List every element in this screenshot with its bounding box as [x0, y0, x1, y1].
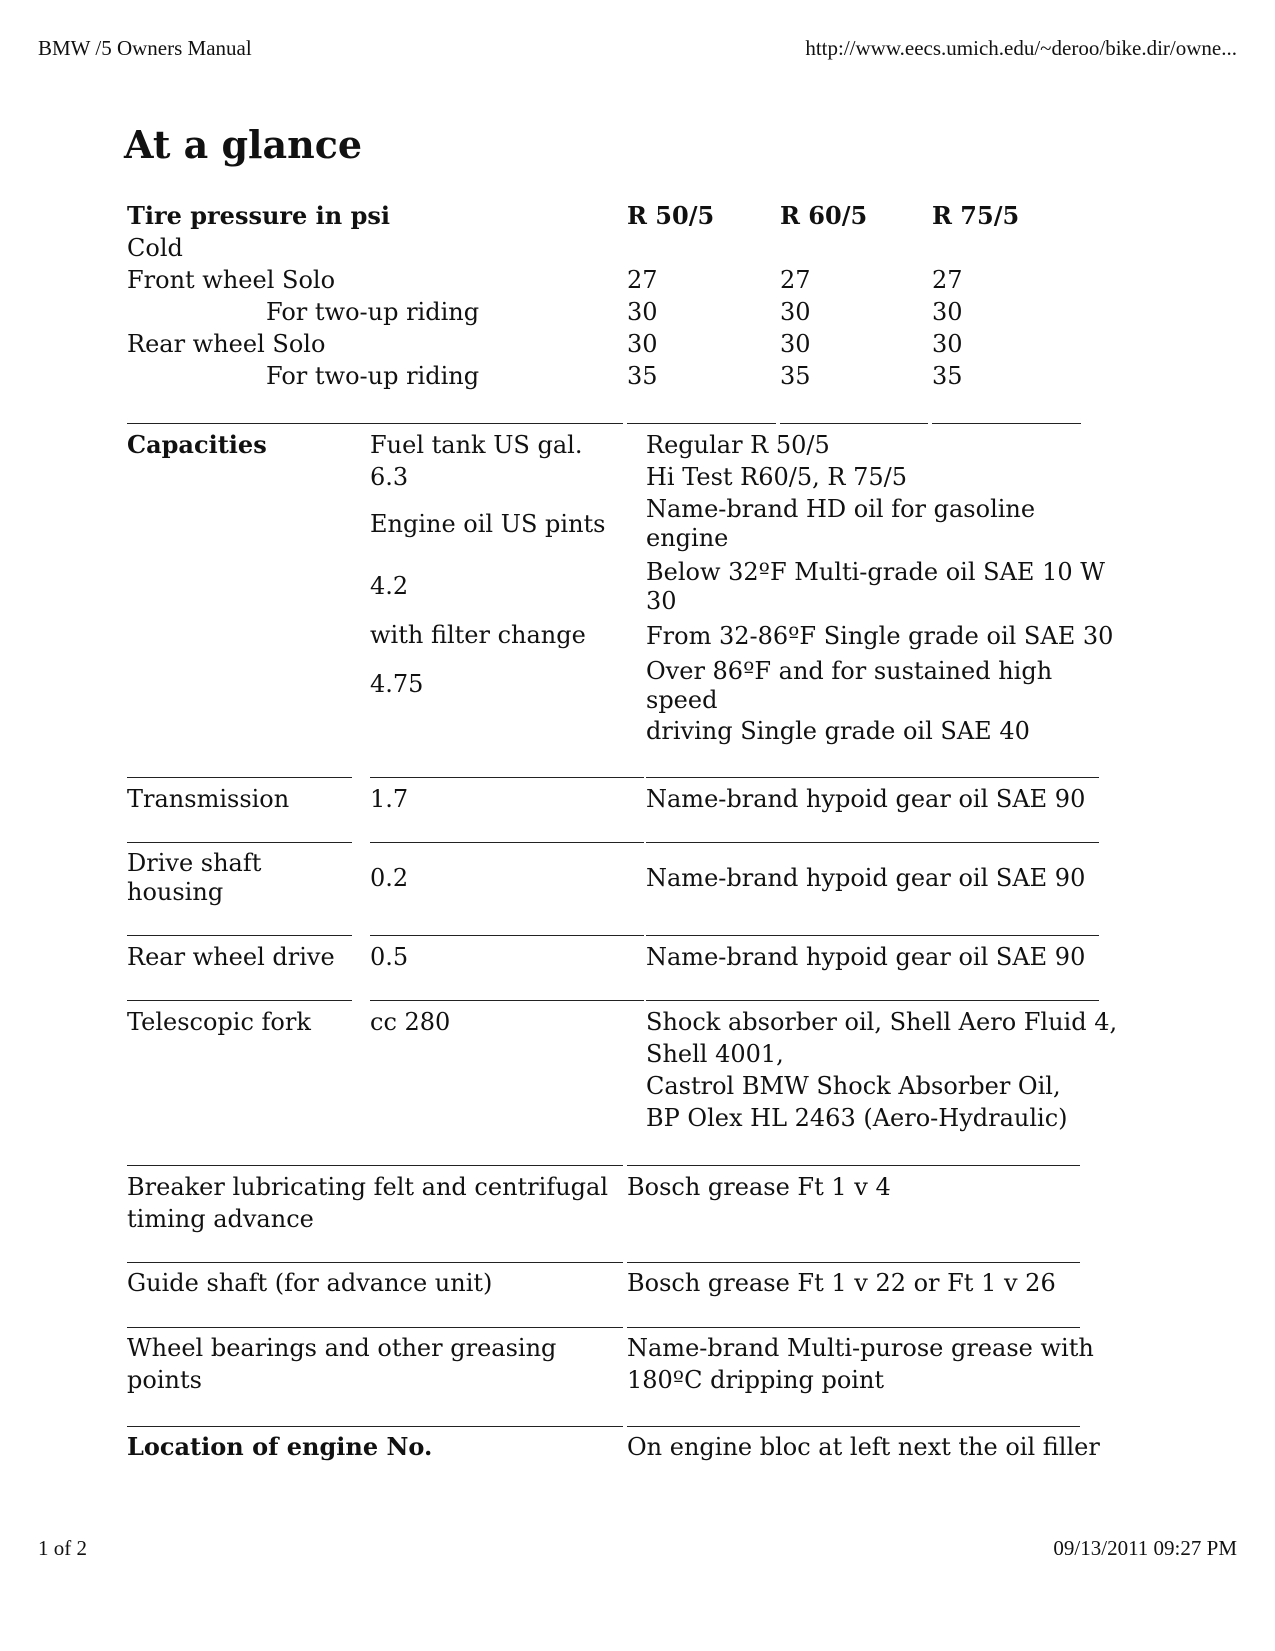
fluid-spec: Shell 4001, [646, 1040, 784, 1068]
grease-spec: 180ºC dripping point [627, 1366, 885, 1394]
tire-row-label: For two-up riding [266, 298, 480, 326]
oil-note: Over 86ºF and for sustained high [646, 657, 1053, 685]
fluid-amount: 0.5 [370, 943, 409, 971]
divider [370, 935, 644, 936]
fuel-tank-value: 6.3 [370, 463, 409, 491]
oil-note: 30 [646, 587, 677, 615]
grease-item: timing advance [127, 1205, 314, 1233]
fluid-spec: BP Olex HL 2463 (Aero-Hydraulic) [646, 1104, 1068, 1132]
tire-value: 27 [932, 266, 963, 294]
divider [627, 1426, 1080, 1427]
divider [127, 935, 352, 936]
divider [370, 777, 644, 778]
fluid-name: housing [127, 878, 224, 906]
model-header-r75: R 75/5 [932, 201, 1020, 230]
model-header-r60: R 60/5 [780, 201, 868, 230]
model-header-r50: R 50/5 [627, 201, 715, 230]
tire-value: 27 [780, 266, 811, 294]
browser-print-title: BMW /5 Owners Manual [38, 36, 252, 60]
fluid-name: Drive shaft [127, 849, 262, 877]
oil-note: driving Single grade oil SAE 40 [646, 717, 1030, 745]
divider [627, 1327, 1080, 1328]
tire-value: 30 [627, 298, 658, 326]
fluid-spec: Name-brand hypoid gear oil SAE 90 [646, 785, 1086, 813]
divider [627, 1165, 1080, 1166]
fluid-spec: Castrol BMW Shock Absorber Oil, [646, 1072, 1061, 1100]
divider [646, 1000, 1099, 1001]
divider [127, 1000, 352, 1001]
fluid-amount: 1.7 [370, 785, 409, 813]
print-datetime: 09/13/2011 09:27 PM [1053, 1536, 1237, 1560]
grease-item: points [127, 1366, 202, 1394]
grease-item: Wheel bearings and other greasing [127, 1334, 557, 1362]
oil-note: Below 32ºF Multi-grade oil SAE 10 W [646, 558, 1105, 586]
grease-spec: Bosch grease Ft 1 v 4 [627, 1173, 891, 1201]
engine-oil-value: 4.2 [370, 572, 409, 600]
oil-note: Name-brand HD oil for gasoline [646, 495, 1036, 523]
capacities-heading: Capacities [127, 430, 267, 459]
divider [127, 423, 623, 424]
oil-note: From 32-86ºF Single grade oil SAE 30 [646, 622, 1114, 650]
fluid-spec: Shock absorber oil, Shell Aero Fluid 4, [646, 1008, 1118, 1036]
tire-value: 30 [780, 330, 811, 358]
divider [127, 777, 352, 778]
page-counter: 1 of 2 [38, 1536, 87, 1560]
filter-change-label: with filter change [370, 621, 586, 649]
tire-value: 35 [627, 362, 658, 390]
divider [127, 1327, 623, 1328]
grease-item: Guide shaft (for advance unit) [127, 1269, 493, 1297]
tire-value: 30 [932, 330, 963, 358]
page-title: At a glance [124, 122, 363, 167]
cold-label: Cold [127, 234, 183, 262]
tire-pressure-heading: Tire pressure in psi [127, 201, 391, 230]
divider [127, 842, 352, 843]
divider [932, 423, 1081, 424]
tire-row-label: Front wheel Solo [127, 266, 336, 294]
engine-number-location: On engine bloc at left next the oil filler [627, 1433, 1100, 1461]
fluid-name: Rear wheel drive [127, 943, 335, 971]
fuel-tank-label: Fuel tank US gal. [370, 431, 583, 459]
oil-note: speed [646, 686, 718, 714]
tire-value: 35 [780, 362, 811, 390]
divider [646, 777, 1099, 778]
grease-item: Breaker lubricating felt and centrifugal [127, 1173, 609, 1201]
grease-spec: Name-brand Multi-purose grease with [627, 1334, 1094, 1362]
divider [127, 1165, 623, 1166]
fluid-spec: Name-brand hypoid gear oil SAE 90 [646, 943, 1086, 971]
tire-value: 30 [932, 298, 963, 326]
divider [627, 1262, 1080, 1263]
engine-number-label: Location of engine No. [127, 1432, 433, 1461]
divider [370, 842, 644, 843]
divider [646, 935, 1099, 936]
divider [646, 842, 1099, 843]
tire-row-label: Rear wheel Solo [127, 330, 326, 358]
fluid-name: Telescopic fork [127, 1008, 311, 1036]
fuel-note: Hi Test R60/5, R 75/5 [646, 463, 907, 491]
tire-value: 30 [627, 330, 658, 358]
divider [627, 423, 776, 424]
divider [780, 423, 928, 424]
oil-note: engine [646, 524, 729, 552]
engine-oil-label: Engine oil US pints [370, 510, 606, 538]
tire-row-label: For two-up riding [266, 362, 480, 390]
fluid-spec: Name-brand hypoid gear oil SAE 90 [646, 864, 1086, 892]
fuel-note: Regular R 50/5 [646, 431, 830, 459]
fluid-amount: cc 280 [370, 1008, 451, 1036]
filter-change-value: 4.75 [370, 670, 424, 698]
tire-value: 27 [627, 266, 658, 294]
divider [370, 1000, 644, 1001]
fluid-name: Transmission [127, 785, 290, 813]
browser-print-url: http://www.eecs.umich.edu/~deroo/bike.dir/owne... [805, 36, 1237, 60]
divider [127, 1262, 623, 1263]
tire-value: 35 [932, 362, 963, 390]
fluid-amount: 0.2 [370, 864, 409, 892]
divider [127, 1426, 623, 1427]
grease-spec: Bosch grease Ft 1 v 22 or Ft 1 v 26 [627, 1269, 1056, 1297]
tire-value: 30 [780, 298, 811, 326]
